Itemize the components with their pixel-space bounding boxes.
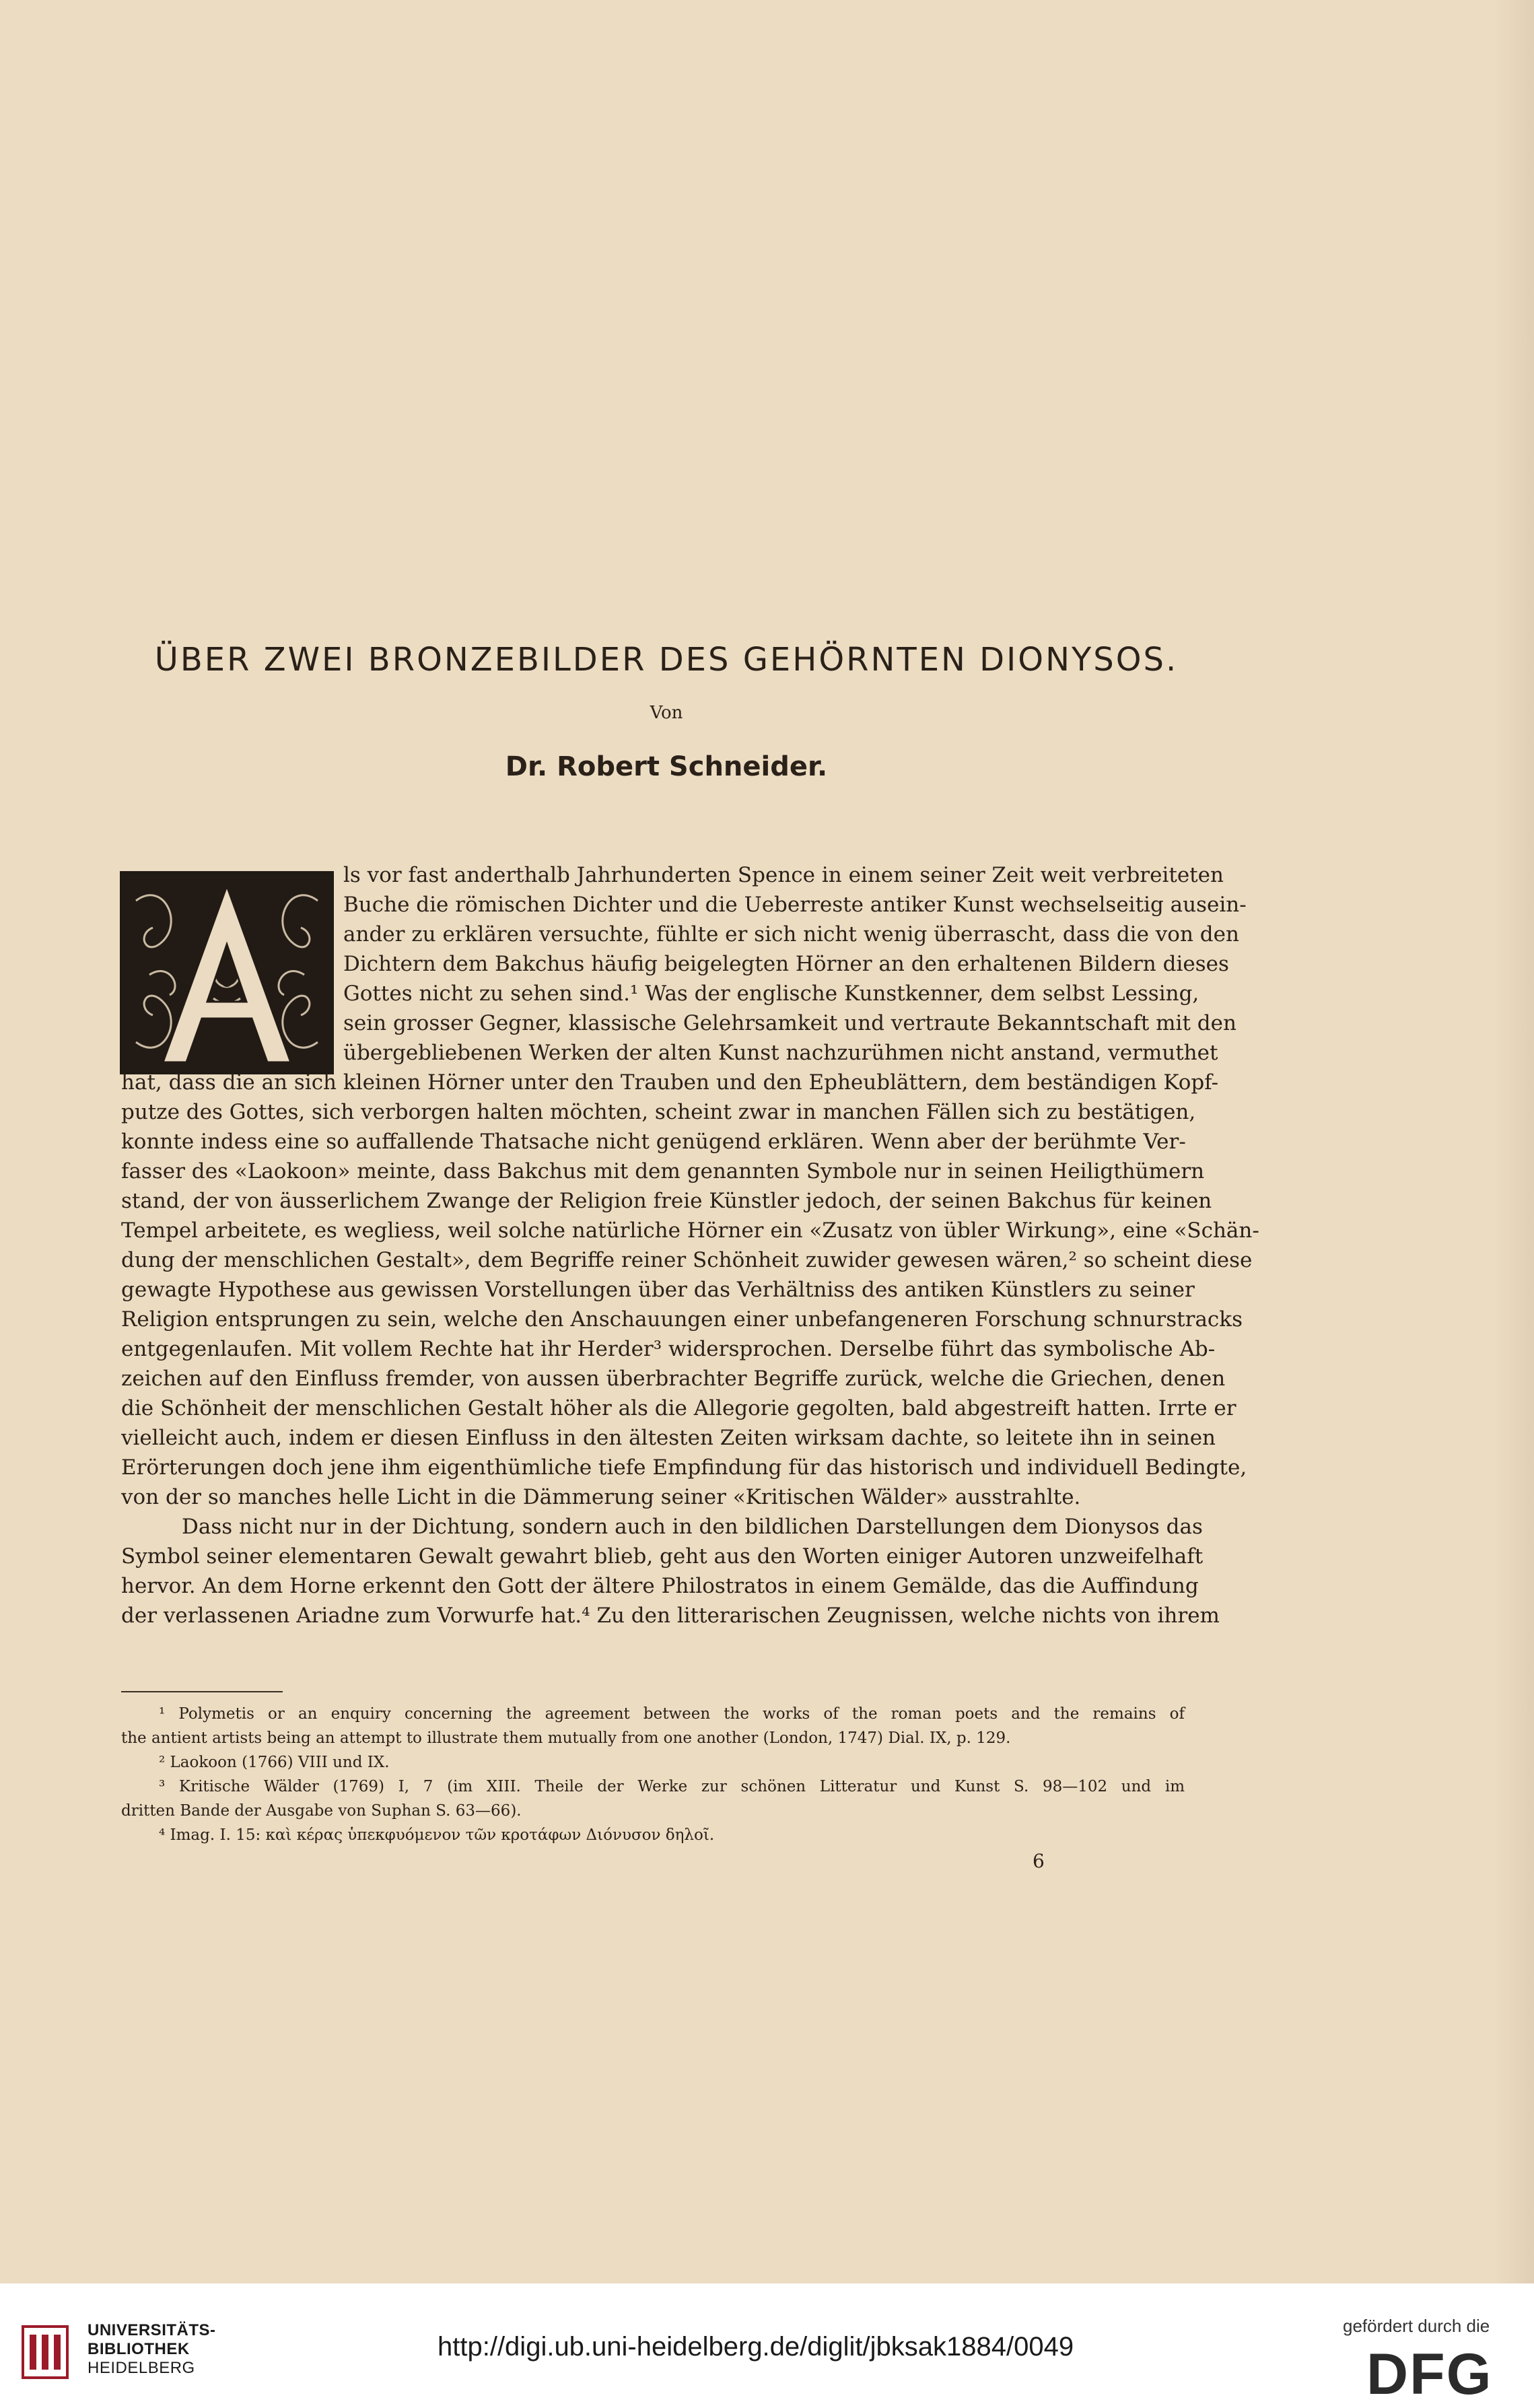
article-title: ÜBER ZWEI BRONZEBILDER DES GEHÖRNTEN DIONYSOS. <box>154 641 1179 679</box>
footnote-line: the antient artists being an attempt to illustrate them mutually from one another (London, 1747) Dial. IX, p. 129. <box>121 1729 1011 1747</box>
footnote-line: ⁴ Imag. I. 15: καὶ κέρας ὑπεκφυόμενον τῶν κροτάφων Διόνυσον δηλοῖ. <box>159 1826 715 1844</box>
body-line: ls vor fast anderthalb Jahrhunderten Spence in einem seiner Zeit weit verbreiteten <box>343 863 1224 887</box>
body-line: zeichen auf den Einfluss fremder, von aussen überbrachter Begriffe zurück, welche die Griechen, denen <box>121 1367 1226 1391</box>
university-library-logo-icon <box>18 2321 73 2383</box>
body-line: entgegenlaufen. Mit vollem Rechte hat ihr Herder³ widersprochen. Derselbe führt das symbolische Ab- <box>121 1337 1216 1361</box>
footnote-line: ¹ Polymetis or an enquiry concerning the agreement between the works of the roman poets and the remains of <box>159 1705 1185 1723</box>
body-line: Dass nicht nur in der Dichtung, sondern auch in den bildlichen Darstellungen dem Dionysos das <box>182 1515 1203 1539</box>
footnote-line: ³ Kritische Wälder (1769) I, 7 (im XIII. Theile der Werke zur schönen Litteratur und Kunst S. 98—102 und im <box>159 1778 1185 1795</box>
footer-bar <box>0 2283 1534 2405</box>
body-line: dung der menschlichen Gestalt», dem Begriffe reiner Schönheit zuwider gewesen wären,² so scheint diese <box>121 1248 1253 1272</box>
body-line: konnte indess eine so auffallende Thatsache nicht genügend erklären. Wenn aber der berühmte Ver- <box>121 1130 1186 1154</box>
footnote-line: ² Laokoon (1766) VIII und IX. <box>159 1754 390 1771</box>
body-line: gewagte Hypothese aus gewissen Vorstellungen über das Verhältniss des antiken Künstlers zu seiner <box>121 1278 1195 1302</box>
body-line: Symbol seiner elementaren Gewalt gewahrt blieb, geht aus den Worten einiger Autoren unzweifelhaft <box>121 1544 1204 1569</box>
page-number: 6 <box>1033 1850 1045 1872</box>
body-line: Religion entsprungen zu sein, welche den Anschauungen einer unbefangeneren Forschung schnurstracks <box>121 1307 1243 1332</box>
body-line: Buche die römischen Dichter und die Ueberreste antiker Kunst wechselseitig ausein- <box>343 893 1247 917</box>
library-name-line1: UNIVERSITÄTS- <box>88 2321 216 2339</box>
body-line: der verlassenen Ariadne zum Vorwurfe hat.⁴ Zu den litterarischen Zeugnissen, welche nichts von ihrem <box>121 1604 1220 1628</box>
body-line: Erörterungen doch jene ihm eigenthümliche tiefe Empfindung für das historisch und individuell Bedingte, <box>121 1455 1247 1480</box>
body-line: fasser des «Laokoon» meinte, dass Bakchus mit dem genannten Symbole nur in seinen Heiligthümern <box>121 1159 1205 1183</box>
author-name: Dr. Robert Schneider. <box>505 751 828 782</box>
body-line: ander zu erklären versuchte, fühlte er sich nicht wenig überrascht, dass die von den <box>343 922 1239 947</box>
body-line: von der so manches helle Licht in die Dämmerung seiner «Kritischen Wälder» ausstrahlte. <box>121 1485 1081 1509</box>
funding-caption: gefördert durch die <box>1343 2316 1490 2336</box>
library-name-line3: HEIDELBERG <box>88 2359 195 2377</box>
byline-von: Von <box>650 703 683 723</box>
paper-edge-shading <box>1494 0 1534 2283</box>
body-line: sein grosser Gegner, klassische Gelehrsamkeit und vertraute Bekanntschaft mit den <box>343 1011 1236 1035</box>
body-line: übergebliebenen Werken der alten Kunst nachzurühmen nicht anstand, vermuthet <box>343 1041 1218 1065</box>
body-line: putze des Gottes, sich verborgen halten möchten, scheint zwar in manchen Fällen sich zu bestätigen, <box>121 1100 1196 1124</box>
library-name <box>88 2321 216 2378</box>
footnote-separator <box>121 1691 283 1692</box>
body-line: hervor. An dem Horne erkennt den Gott der ältere Philostratos in einem Gemälde, das die Auffindung <box>121 1574 1199 1598</box>
ornamental-initial-icon <box>123 874 331 1072</box>
decorated-initial-a <box>120 871 334 1074</box>
body-line: die Schönheit der menschlichen Gestalt höher als die Allegorie gegolten, bald abgestreift hatten. Irrte er <box>121 1396 1236 1420</box>
footnote-line: dritten Bande der Ausgabe von Suphan S. 63—66). <box>121 1802 522 1820</box>
body-line: stand, der von äusserlichem Zwange der Religion freie Künstler jedoch, der seinen Bakchus für keinen <box>121 1189 1212 1213</box>
body-line: Dichtern dem Bakchus häufig beigelegten Hörner an den erhaltenen Bildern dieses <box>343 952 1229 976</box>
dfg-logo: DFG <box>1366 2342 1493 2407</box>
library-name-line2: BIBLIOTHEK <box>88 2340 190 2358</box>
body-line: Tempel arbeitete, es wegliess, weil solche natürliche Hörner ein «Zusatz von übler Wirkung», eine «Schän- <box>121 1218 1259 1243</box>
body-line: hat, dass die an sich kleinen Hörner unter den Trauben und den Epheublättern, dem beständigen Kopf- <box>121 1070 1219 1095</box>
body-line: vielleicht auch, indem er diesen Einfluss in den ältesten Zeiten wirksam dachte, so leitete ihn in seinen <box>121 1426 1216 1450</box>
permalink-url[interactable]: http://digi.ub.uni-heidelberg.de/diglit/jbksak1884/0049 <box>438 2332 1074 2362</box>
body-line: Gottes nicht zu sehen sind.¹ Was der englische Kunstkenner, dem selbst Lessing, <box>343 982 1199 1006</box>
